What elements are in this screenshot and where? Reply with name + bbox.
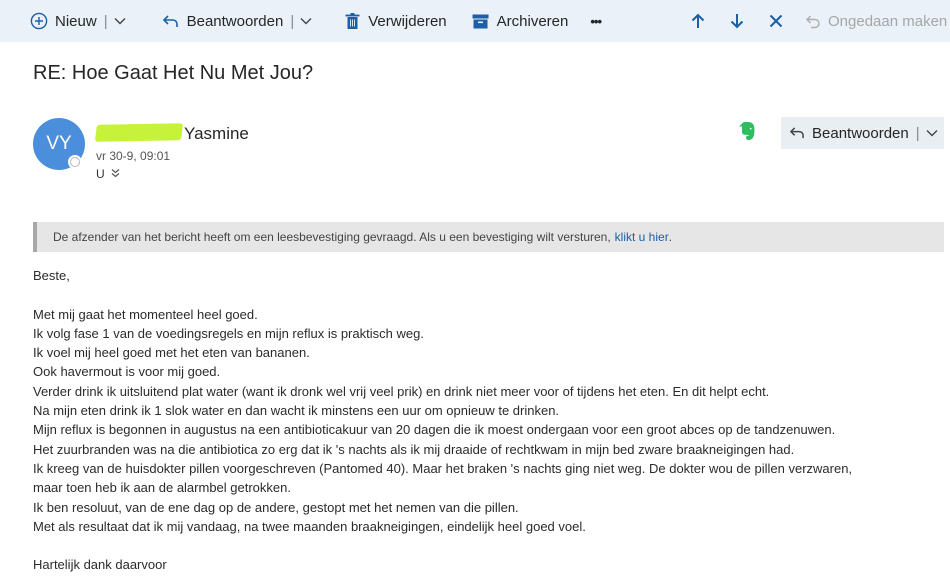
new-dropdown-chevron-icon[interactable] [114,17,126,25]
body-line: Verder drink ik uitsluitend plat water (want ik dronk wel vrij veel prik) en drink niet meer voor of tijdens het eten. En dit helpt echt. [33,383,770,399]
body-line: Met mij gaat het momenteel heel goed. [33,306,258,322]
undo-icon [805,14,821,29]
delete-button-label: Verwijderen [368,12,447,30]
body-line: Ik ben resoluut, van de ene dag op de andere, gestopt met het nemen van die pillen. [33,499,519,515]
body-line: Ik kreeg van de huisdokter pillen voorgeschreven (Pantomed 40). Maar het braken 's nachts ging niet weg. De dokter wou de pillen verzwaren, [33,460,853,476]
message-body [33,266,943,575]
body-line: Ook havermout is voor mij goed. [33,364,221,380]
sender-name-text: Yasmine [184,124,249,143]
command-toolbar [0,0,950,42]
body-line: Ik volg fase 1 van de voedingsregels en mijn reflux is praktisch weg. [33,325,424,341]
ellipsis-icon: ••• [590,13,601,29]
redaction-highlight [95,123,183,141]
reply-button-label: Beantwoorden [186,12,284,30]
body-greeting: Beste, [33,268,70,283]
body-line: Met als resultaat dat ik mij vandaag, na twee maanden braakneigingen, eindelijk heel goed voel. [33,518,586,534]
new-button-label: Nieuw [55,12,97,30]
separator: | [103,12,108,30]
more-actions-button[interactable] [590,0,601,42]
plus-circle-icon [30,12,48,30]
archive-box-icon [472,14,489,29]
read-receipt-suffix: . [668,230,673,244]
sent-date: vr 30-9, 09:01 [96,149,171,163]
double-chevron-down-icon[interactable] [111,167,120,181]
body-line: Mijn reflux is begonnen in augustus na een antibioticakuur van 20 dagen die ik moest ondergaan voor een groot abces op de tandzenuwen. [33,422,836,438]
recipient-name[interactable]: U [96,167,105,181]
close-message-button[interactable] [769,0,783,42]
sender-name[interactable] [96,124,249,144]
undo-button-label: Ongedaan maken [828,12,948,30]
body-line: Het zuurbranden was na die antibiotica zo erg dat ik 's nachts als ik mij draaide of rechtkwam in mijn bed zware braakneigingen had. [33,441,795,457]
reply-arrow-icon [162,14,179,29]
reply-button-header[interactable] [781,117,944,149]
arrow-down-icon [730,13,744,29]
message-subject: RE: Hoe Gaat Het Nu Met Jou? [33,62,314,84]
body-line: Na mijn eten drink ik 1 slok water en dan wacht ik minstens een uur om opnieuw te drinken. [33,403,560,419]
reply-dropdown-chevron-icon[interactable] [300,17,312,25]
send-receipt-link[interactable]: klikt u hier [614,230,669,244]
body-line: Ik voel mij heel goed met het eten van bananen. [33,345,310,361]
avatar-initials: VY [46,133,72,154]
previous-message-button[interactable] [691,0,705,42]
reply-arrow-icon [789,126,805,140]
body-line: maar toen heb ik aan de alarmbel getrokken. [33,480,291,496]
close-icon [769,14,783,28]
read-receipt-text: De afzender van het bericht heeft om een leesbevestiging gevraagd. Als u een bevestiging wilt versturen, [53,230,611,244]
next-message-button[interactable] [730,0,744,42]
separator: | [915,124,920,142]
undo-button[interactable] [805,0,947,42]
reply-dropdown-chevron-icon[interactable] [926,129,938,137]
presence-status-icon [68,155,82,169]
separator: | [290,12,295,30]
evernote-icon[interactable] [738,121,756,146]
arrow-up-icon [691,13,705,29]
recipients-line [96,167,120,181]
read-receipt-banner [33,222,944,252]
new-button[interactable] [30,0,97,42]
trash-icon [345,13,360,30]
reply-button[interactable] [162,0,284,42]
archive-button[interactable] [472,0,569,42]
body-closing: Hartelijk dank daarvoor [33,557,167,573]
delete-button[interactable] [345,0,446,42]
reply-button-header-label: Beantwoorden [812,124,909,142]
archive-button-label: Archiveren [496,12,569,30]
